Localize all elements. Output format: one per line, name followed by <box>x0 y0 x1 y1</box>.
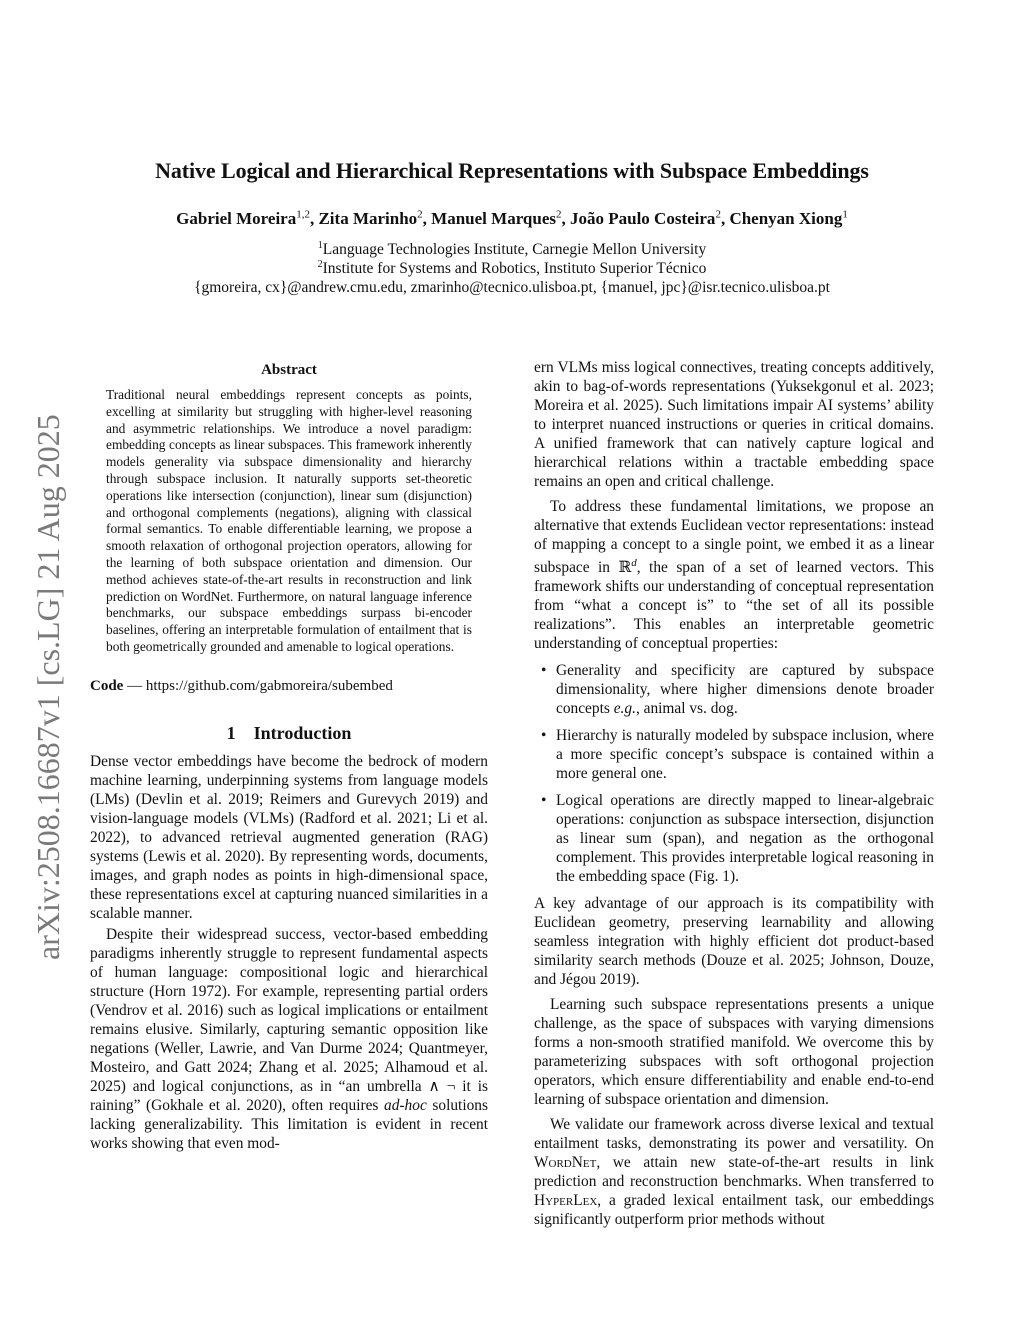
italic-text: ad-hoc <box>384 1096 427 1114</box>
bullet-item <box>541 791 934 886</box>
math-superscript: d <box>631 557 637 569</box>
author-affiliation-mark: 2 <box>556 208 562 221</box>
author-name: Manuel Marques <box>431 209 556 228</box>
intro-paragraph-6: Learning such subspace representations presents a unique challenge, as the space of subspaces with varying dimensions forms a non-smooth stratified manifold. We overcome this by parameterizing subspaces with soft orthogonal projection operators, which ensure differentiability and enable end-to-end learning of subspace orientation and dimension. <box>534 996 934 1109</box>
paragraph-text: We validate our framework across diverse lexical and textual entailment tasks, demonstrating its power and versatility. On <box>534 1116 934 1153</box>
paper-title: Native Logical and Hierarchical Representations with Subspace Embeddings <box>155 158 869 183</box>
author-affiliation-mark: 1,2 <box>296 208 310 221</box>
paragraph-text: Despite their widespread success, vector-based embedding paradigms inherently struggle to represent fundamental aspects of human language: compositional logic and hierarchical structure (Horn 1972). For example, representing partial orders (Vendrov et al. 2016) such as logical implications or entailment remains elusive. Similarly, capturing semantic opposition like negations (Weller, Lawrie, and Van Durme 2024; Quantmeyer, Mosteiro, and Gatt 2024; Zhang et al. 2025; Alhamoud et al. 2025) and logical conjunctions, as in “an umbrella ∧ ¬ it is raining” (Gokhale et al. 2020), often requires <box>90 925 488 1114</box>
paragraph-text: , the span of a set of learned vectors. This framework shifts our understanding of conceptual representation from “what a concept is” to “the set of all its possible realizations”. This enables an interpretable geometric understanding of conceptual properties: <box>534 559 934 653</box>
code-line <box>90 678 488 695</box>
bullet-text: Generality and specificity are captured by subspace dimensionality, where higher dimensions denote broader concepts <box>556 662 934 718</box>
bullet-item <box>541 726 934 783</box>
author-separator: , <box>309 209 319 228</box>
bullet-marker: • <box>541 792 547 810</box>
affiliation-number: 1 <box>317 239 323 251</box>
dataset-name: HyperLex <box>534 1192 598 1210</box>
author-list <box>0 209 1024 229</box>
author-name: João Paulo Costeira <box>570 209 716 228</box>
property-bullet-list <box>534 661 934 886</box>
author-separator: , <box>720 209 730 228</box>
intro-paragraph-2 <box>90 925 488 1153</box>
author-name: Chenyan Xiong <box>729 209 843 228</box>
bullet-text: Hierarchy is naturally modeled by subspace inclusion, where a more specific concept’s subspace is contained within a more general one. <box>556 727 934 783</box>
affiliation-number: 2 <box>317 258 323 270</box>
dataset-name: WordNet <box>534 1154 597 1172</box>
paragraph-text: , we attain new state-of-the-art results in link prediction and reconstruction benchmarks. When transferred to <box>534 1154 934 1191</box>
italic-text: e.g. <box>613 700 636 718</box>
affiliation-1 <box>0 241 1024 259</box>
math-symbol: ℝ <box>618 559 632 577</box>
paragraph-text: solutions lacking generalizability. This limitation is evident in recent works showing that even mod- <box>90 1096 488 1152</box>
bullet-marker: • <box>541 662 547 680</box>
bullet-item <box>541 661 934 718</box>
author-affiliation-mark: 2 <box>715 208 721 221</box>
author-separator: , <box>561 209 570 228</box>
intro-paragraph-1: Dense vector embeddings have become the bedrock of modern machine learning, underpinning systems from language models (LMs) (Devlin et al. 2019; Reimers and Gurevych 2019) and vision-language models (VLMs) (Radford et al. 2021; Li et al. 2022), to advanced retrieval augmented generation (RAG) systems (Lewis et al. 2020). By representing words, documents, images, and graph nodes as points in high-dimensional space, these representations excel at capturing nuanced similarities in a scalable manner. <box>90 752 488 922</box>
paragraph-text: , a graded lexical entailment task, our embeddings significantly outperform prior methods without <box>534 1192 934 1229</box>
section-title: Introduction <box>253 722 352 743</box>
intro-paragraph-5: A key advantage of our approach is its compatibility with Euclidean geometry, preserving learnability and allowing seamless integration with highly efficient dot product-based similarity search methods (Douze et al. 2025; Johnson, Douze, and Jégou 2019). <box>534 895 934 989</box>
right-column <box>534 358 934 1229</box>
paragraph-text: To address these fundamental limitations, we propose an alternative that extends Euclidean vector representations: instead of mapping a concept to a single point, we embed it as a linear subspace in <box>534 498 934 577</box>
arxiv-identifier: arXiv:2508.16687v1 [cs.LG] 21 Aug 2025 <box>30 414 66 960</box>
affiliation-text: Institute for Systems and Robotics, Instituto Superior Técnico <box>322 260 707 277</box>
affiliation-text: Language Technologies Institute, Carnegie Mellon University <box>322 241 707 258</box>
bullet-marker: • <box>541 727 547 745</box>
abstract-text: Traditional neural embeddings represent concepts as points, excelling at similarity but struggling with higher-level reasoning and asymmetric relationships. We introduce a novel paradigm: embedding concepts as linear subspaces. This framework inherently models generality via subspace dimensionality and hierarchy through subspace inclusion. It naturally supports set-theoretic operations like intersection (conjunction), linear sum (disjunction) and orthogonal complements (negations), aligning with classical formal semantics. To enable differentiable learning, we propose a smooth relaxation of orthogonal projection operators, allowing for the learning of both subspace orientation and dimension. Our method achieves state-of-the-art results in reconstruction and link prediction on WordNet. Furthermore, on natural language inference benchmarks, our subspace embeddings surpass bi-encoder baselines, offering an interpretable formulation of entailment that is both geometrically grounded and amenable to logical operations. <box>106 387 472 654</box>
author-affiliation-mark: 1 <box>842 208 848 221</box>
left-column <box>90 362 488 1153</box>
affiliation-2 <box>0 260 1024 278</box>
author-name: Zita Marinho <box>318 209 418 228</box>
section-number: 1 <box>226 722 236 743</box>
intro-paragraph-3: ern VLMs miss logical connectives, treating concepts additively, akin to bag-of-words representations (Yuksekgonul et al. 2023; Moreira et al. 2025). Such limitations impair AI systems’ ability to interpret nuanced instructions or queries in critical domains. A unified framework that can natively capture logical and hierarchical relations within a tractable embedding space remains an open and critical challenge. <box>534 359 934 490</box>
section-heading-introduction <box>90 723 488 744</box>
author-separator: , <box>422 209 432 228</box>
author-name: Gabriel Moreira <box>176 209 297 228</box>
bullet-text: Logical operations are directly mapped to linear-algebraic operations: conjunction as subspace intersection, disjunction as linear sum (span), and negation as the orthogonal complement. This provides interpretable logical reasoning in the embedding space (Fig. 1). <box>556 792 934 886</box>
code-dash: — <box>123 677 146 694</box>
intro-paragraph-7 <box>534 1115 934 1229</box>
author-affiliation-mark: 2 <box>417 208 423 221</box>
bullet-text: , animal vs. dog. <box>635 700 738 718</box>
abstract-heading: Abstract <box>261 362 317 378</box>
intro-paragraph-4 <box>534 497 934 653</box>
code-link[interactable]: https://github.com/gabmoreira/subembed <box>145 677 393 694</box>
code-label: Code <box>90 677 124 694</box>
author-emails: {gmoreira, cx}@andrew.cmu.edu, zmarinho@tecnico.ulisboa.pt, {manuel, jpc}@isr.tecnico.ulisboa.pt <box>194 279 830 296</box>
